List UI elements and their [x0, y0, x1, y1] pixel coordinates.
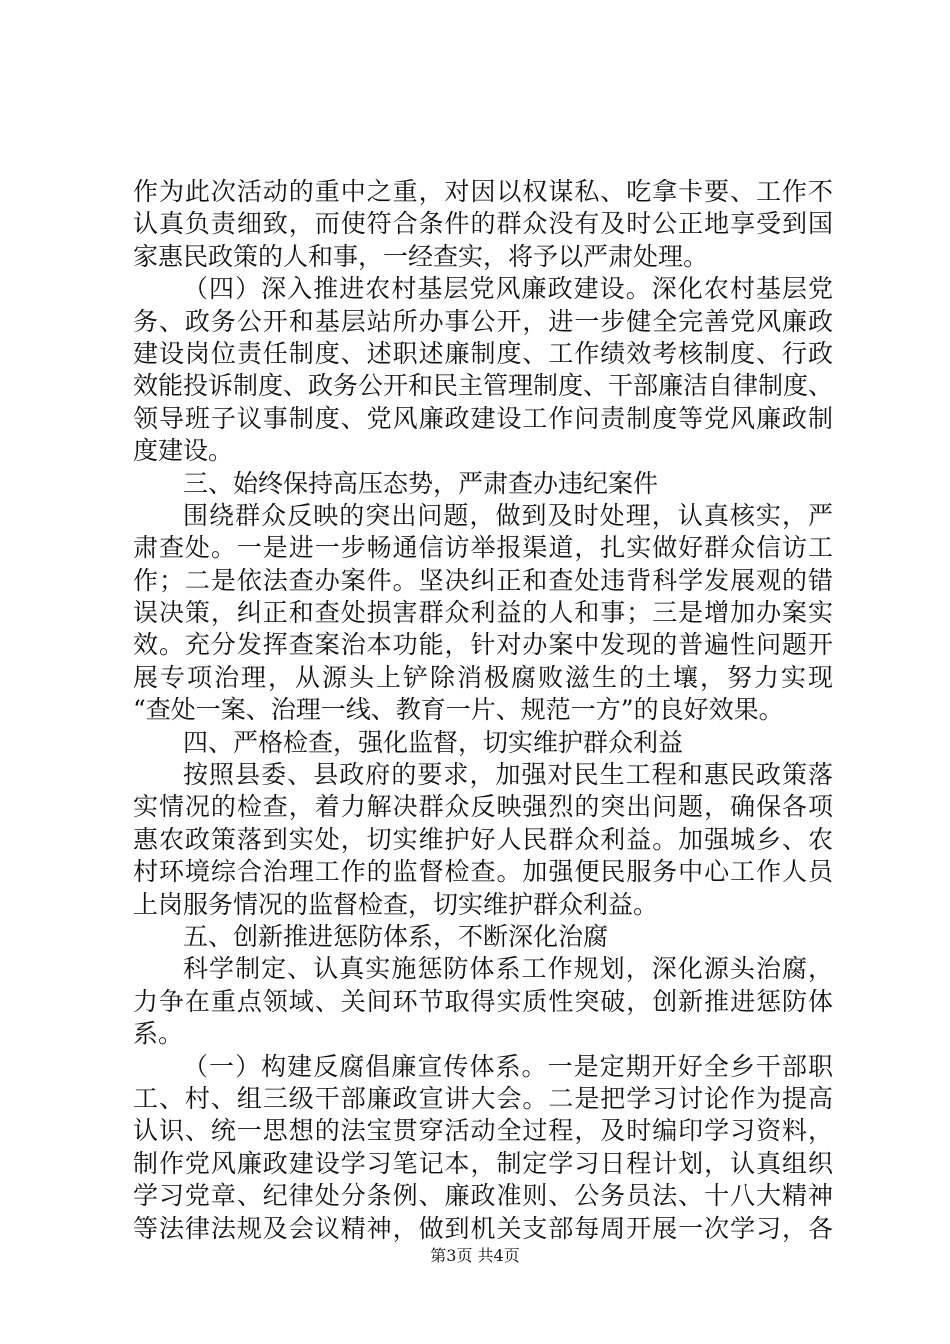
text-line: （一）构建反腐倡廉宣传体系。一是定期开好全乡干部职: [183, 1051, 833, 1081]
text-line: 围绕群众反映的突出问题，做到及时处理，认真核实，严: [183, 500, 833, 530]
text-line: 作；二是依法查办案件。坚决纠正和查处违背科学发展观的错: [133, 565, 833, 595]
text-line: 务、政务公开和基层站所办事公开，进一步健全完善党风廉政: [133, 306, 833, 336]
document-body: [133, 176, 833, 1245]
text-line: 度建设。: [133, 436, 234, 466]
text-line: 上岗服务情况的监督检查，切实维护群众利益。: [133, 889, 659, 919]
text-line: 等法律法规及会议精神，做到机关支部每周开展一次学习，各: [133, 1213, 833, 1243]
text-line: 学习党章、纪律处分条例、廉政准则、公务员法、十八大精神: [133, 1181, 833, 1211]
text-line: 误决策，纠正和查处损害群众利益的人和事；三是增加办案实: [133, 598, 833, 628]
text-line: 肃查处。一是进一步畅通信访举报渠道，扎实做好群众信访工: [133, 533, 833, 563]
text-line: 领导班子议事制度、党风廉政建设工作问责制度等党风廉政制: [133, 403, 833, 433]
text-line: 按照县委、县政府的要求，加强对民生工程和惠民政策落: [183, 760, 833, 790]
text-line: 系。: [133, 1019, 184, 1049]
text-line: 惠农政策落到实处，切实维护好人民群众利益。加强城乡、农: [133, 824, 833, 854]
text-line: 实情况的检查，着力解决群众反映强烈的突出问题，确保各项: [133, 792, 833, 822]
text-line: 家惠民政策的人和事，一经查实，将予以严肃处理。: [133, 241, 709, 271]
text-line: 展专项治理，从源头上铲除消极腐败滋生的土壤，努力实现: [133, 662, 833, 692]
text-line: 力争在重点领域、关间环节取得实质性突破，创新推进惩防体: [133, 986, 833, 1016]
text-line: 作为此次活动的重中之重，对因以权谋私、吃拿卡要、工作不: [133, 177, 833, 206]
page-number-footer: 第3页 共4页: [430, 1246, 520, 1265]
text-line: 认识、统一思想的法宝贯穿活动全过程，及时编印学习资料，: [133, 1116, 833, 1146]
text-line: 建设岗位责任制度、述职述廉制度、工作绩效考核制度、行政: [133, 338, 833, 368]
text-line: 制作党风廉政建设学习笔记本，制定学习日程计划，认真组织: [133, 1148, 833, 1178]
text-line: 三、始终保持高压态势，严肃查办违纪案件: [183, 468, 659, 498]
text-line: 五、创新推进惩防体系，不断深化治腐: [183, 921, 609, 951]
text-line: 认真负责细致，而使符合条件的群众没有及时公正地享受到国: [133, 209, 833, 239]
text-line: 科学制定、认真实施惩防体系工作规划，深化源头治腐，: [183, 954, 833, 984]
text-line: 工、村、组三级干部廉政宣讲大会。二是把学习讨论作为提高: [133, 1083, 833, 1113]
text-line: （四）深入推进农村基层党风廉政建设。深化农村基层党: [183, 274, 833, 304]
text-line: 效。充分发挥查案治本功能，针对办案中发现的普遍性问题开: [133, 630, 833, 660]
text-line: “查处一案、治理一线、教育一片、规范一方”的良好效果。: [133, 695, 784, 725]
text-line: 村环境综合治理工作的监督检查。加强便民服务中心工作人员: [133, 857, 833, 887]
text-line: 效能投诉制度、政务公开和民主管理制度、干部廉洁自律制度、: [133, 371, 834, 401]
text-line: 四、严格检查，强化监督，切实维护群众利益: [183, 727, 684, 757]
